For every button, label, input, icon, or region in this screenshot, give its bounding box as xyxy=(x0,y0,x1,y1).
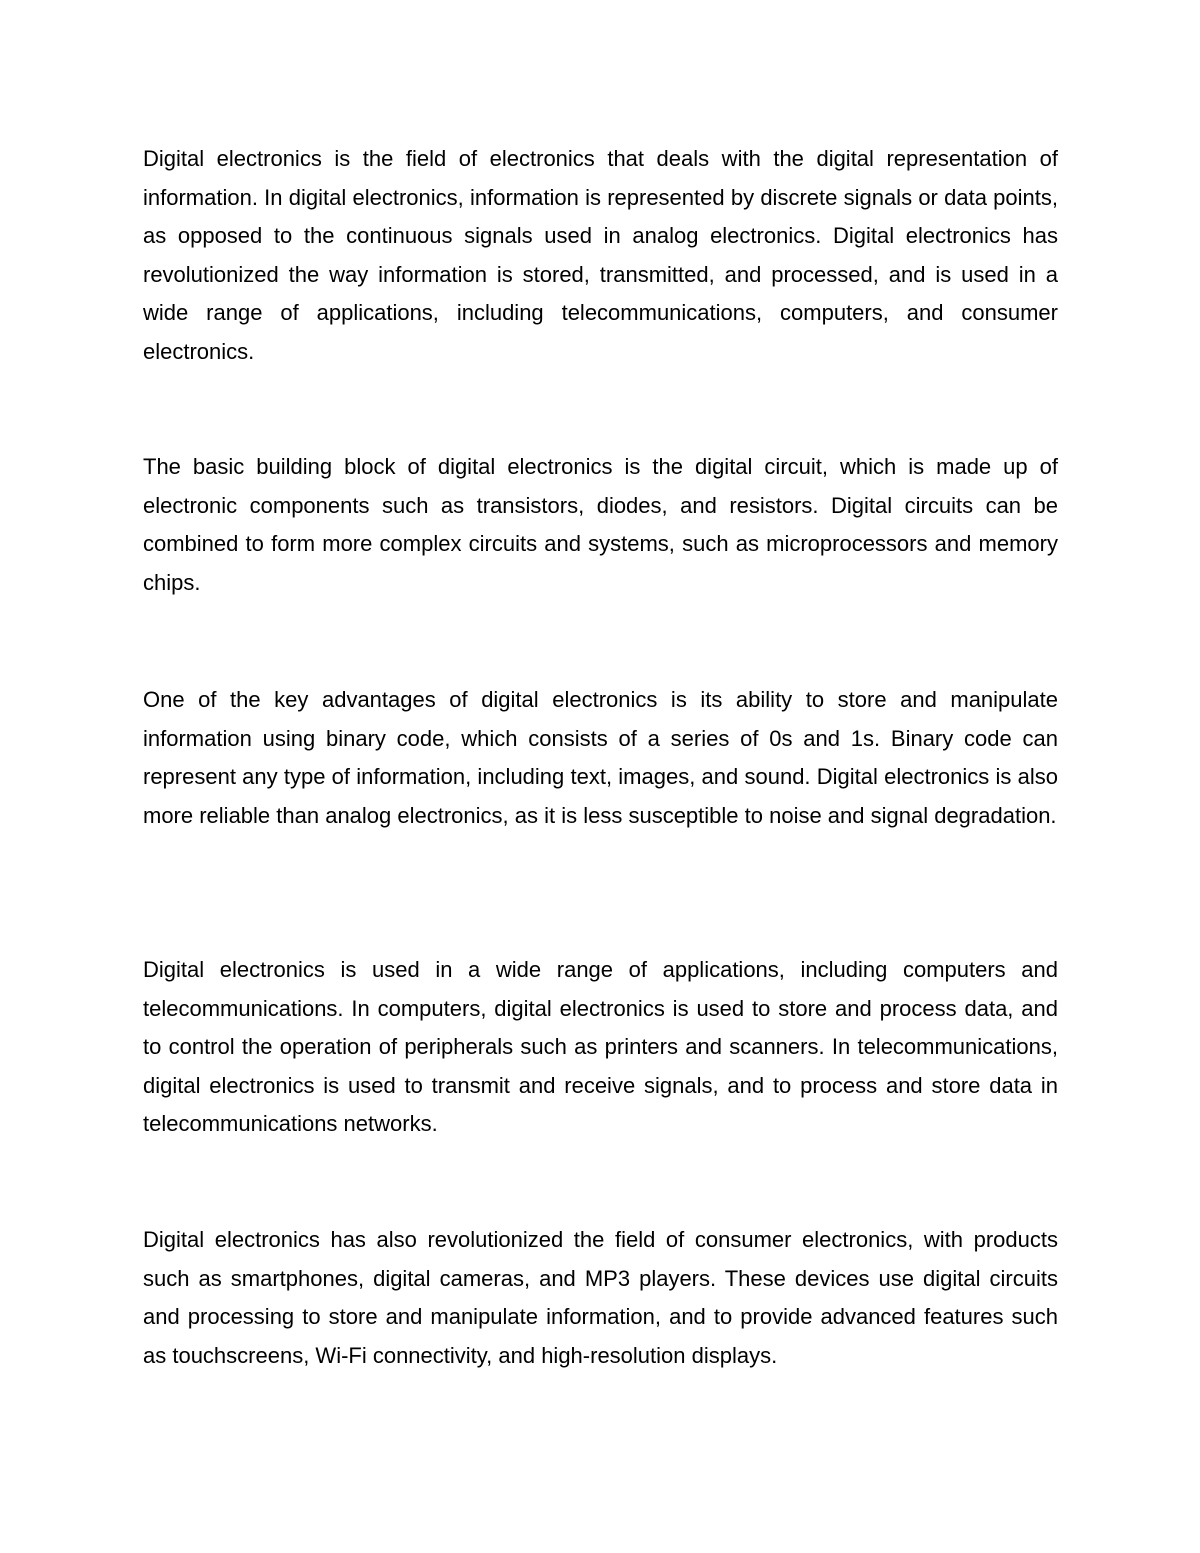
paragraph-intro: Digital electronics is the field of electronics that deals with the digital representation of information. In digital electronics, information is represented by discrete signals or data points, as opposed to the continuous signals used in analog electronics. Digital electronics has revolutionized the way information is stored, transmitted, and processed, and is used in a wide range of applications, including telecommunications, computers, and consumer electronics. xyxy=(143,146,1058,364)
paragraph-applications: Digital electronics is used in a wide range of applications, including computers and telecommunications. In computers, digital electronics is used to store and process data, and to control the operation of peripherals such as printers and scanners. In telecommunications, digital electronics is used to transmit and receive signals, and to process and store data in telecommunications networks. xyxy=(143,957,1058,1137)
paragraph-consumer-electronics: Digital electronics has also revolutionized the field of consumer electronics, with products such as smartphones, digital cameras, and MP3 players. These devices use digital circuits and processing to store and manipulate information, and to provide advanced features such as touchscreens, Wi-Fi connectivity, and high-resolution displays. xyxy=(143,1227,1058,1368)
paragraph-building-block: The basic building block of digital electronics is the digital circuit, which is made up of electronic components such as transistors, diodes, and resistors. Digital circuits can be combined to form more complex circuits and systems, such as microprocessors and memory chips. xyxy=(143,454,1058,595)
paragraph-advantages: One of the key advantages of digital electronics is its ability to store and manipulate information using binary code, which consists of a series of 0s and 1s. Binary code can represent any type of information, including text, images, and sound. Digital electronics is also more reliable than analog electronics, as it is less susceptible to noise and signal degradation. xyxy=(143,687,1058,828)
